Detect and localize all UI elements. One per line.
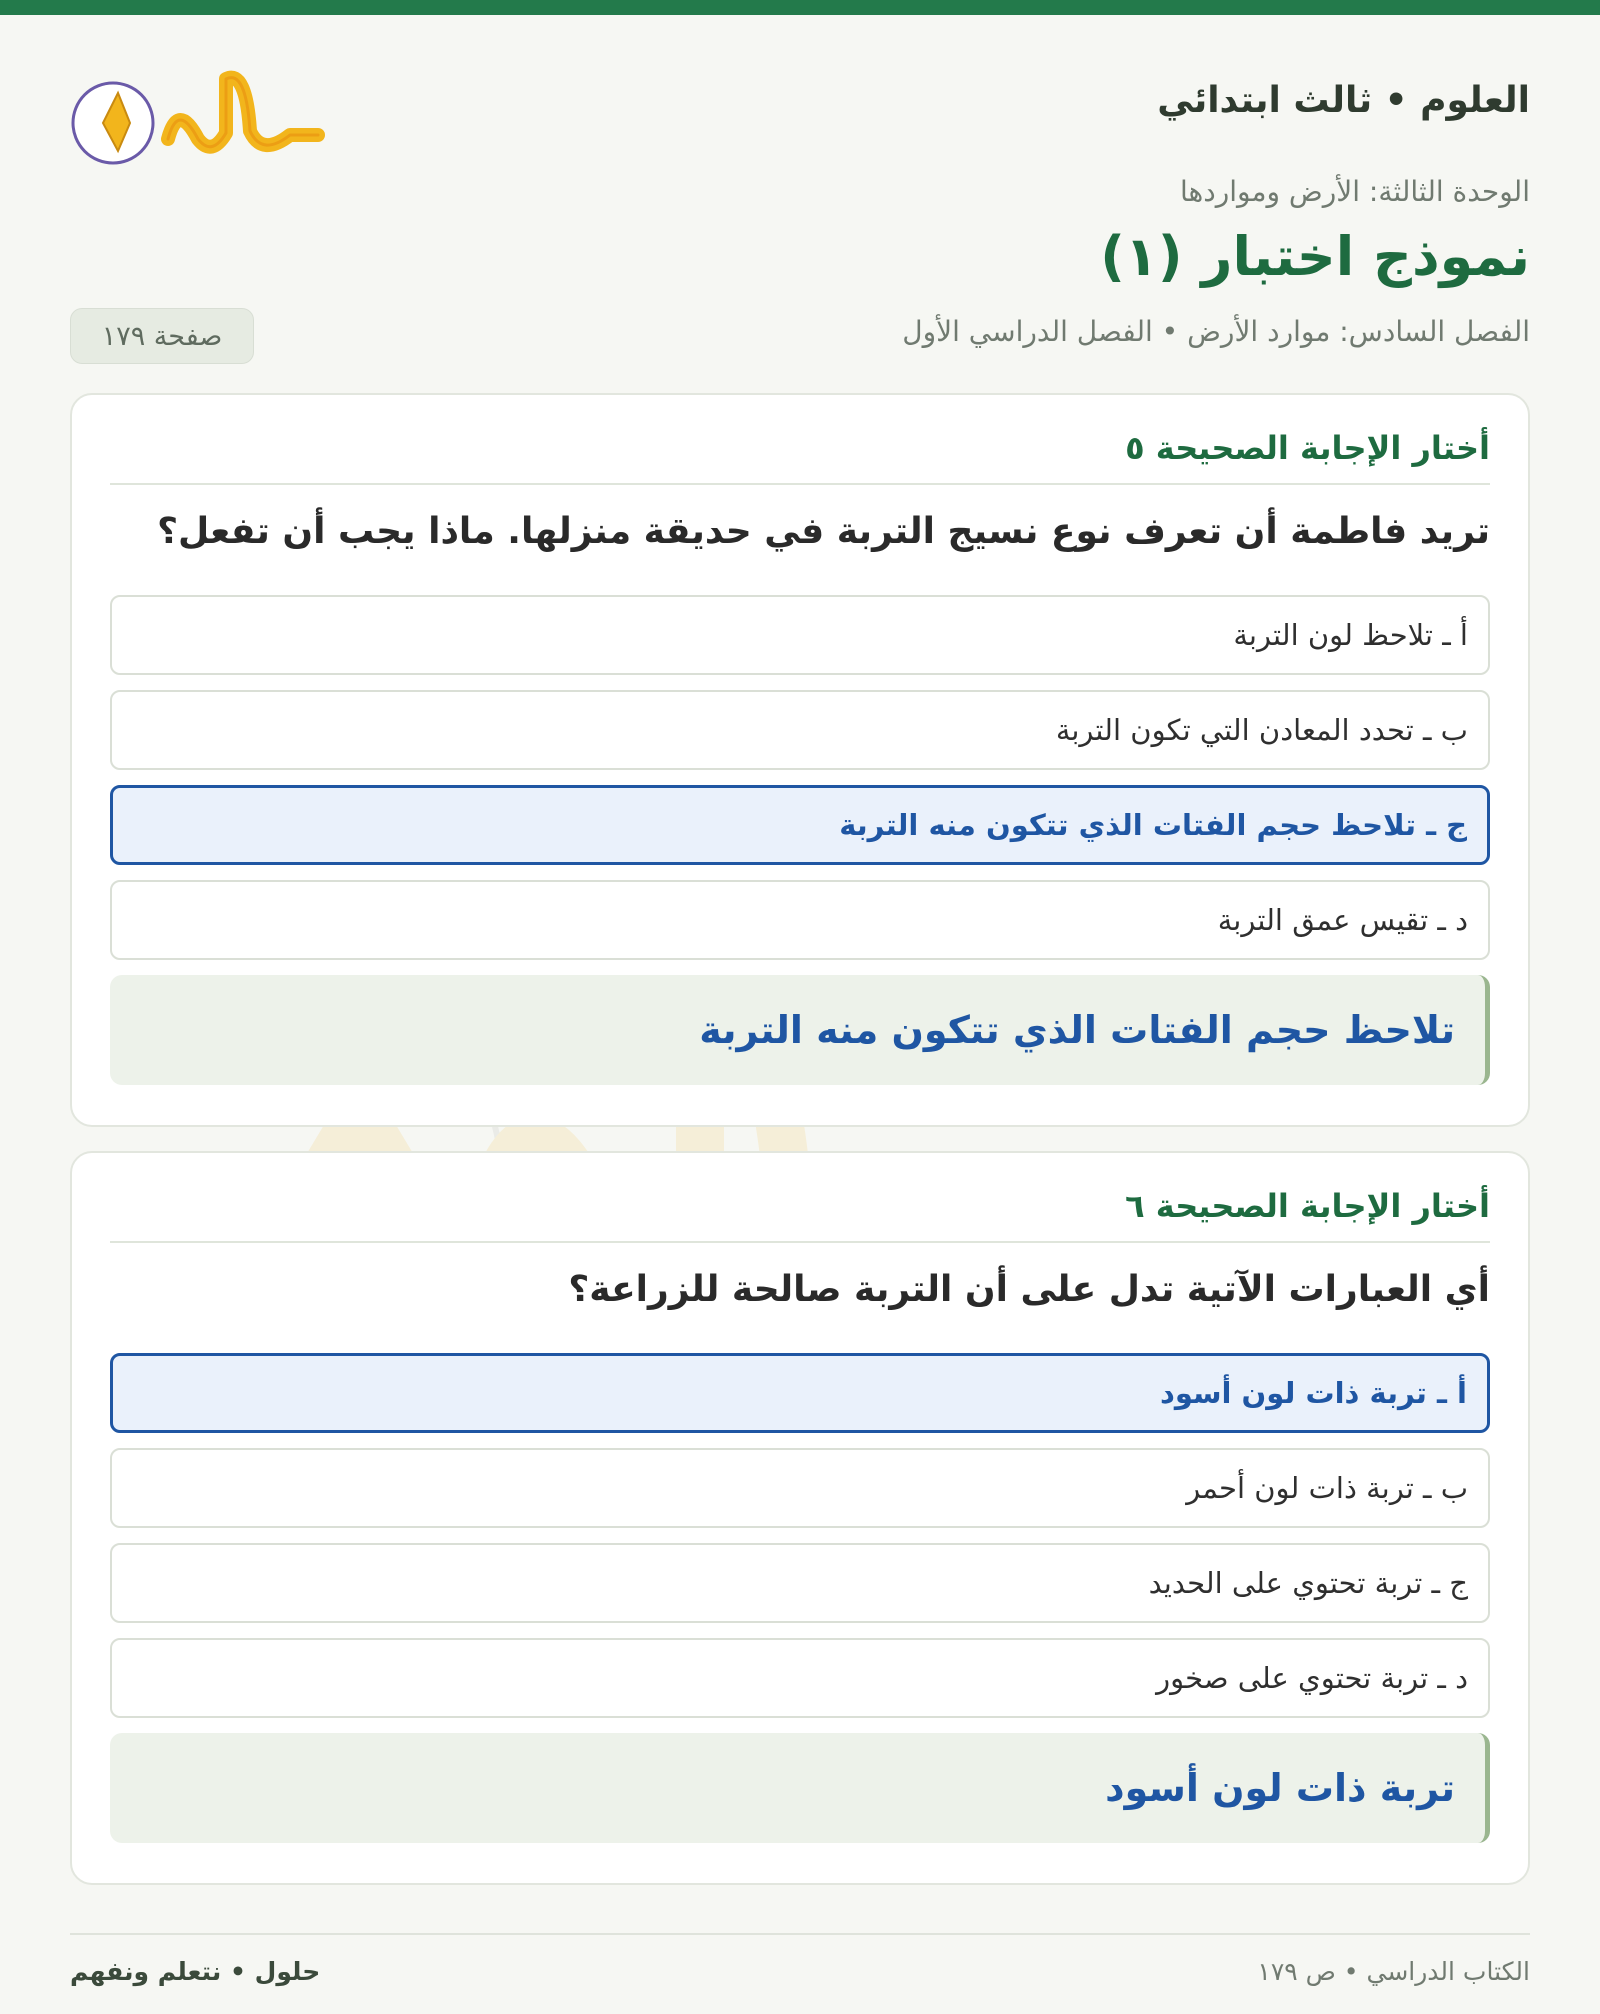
answer-box: تربة ذات لون أسود (110, 1733, 1490, 1843)
option-b[interactable]: ب ـ تحدد المعادن التي تكون التربة (110, 690, 1490, 770)
question-heading: أختار الإجابة الصحيحة ٥ (110, 395, 1490, 485)
page-footer (70, 1933, 1530, 1986)
answer-box: تلاحظ حجم الفتات الذي تتكون منه التربة (110, 975, 1490, 1085)
question-heading: أختار الإجابة الصحيحة ٦ (110, 1153, 1490, 1243)
question-card-5 (70, 393, 1530, 1127)
option-b[interactable]: ب ـ تربة ذات لون أحمر (110, 1448, 1490, 1528)
footer-book-reference: الكتاب الدراسي • ص ١٧٩ (1257, 1957, 1530, 1986)
page (70, 15, 1530, 2014)
unit-label: الوحدة الثالثة: الأرض ومواردها (1179, 175, 1530, 208)
page-title: نموذج اختبار (١) (1100, 225, 1530, 288)
option-a-selected[interactable]: أ ـ تربة ذات لون أسود (110, 1353, 1490, 1433)
option-d[interactable]: د ـ تقيس عمق التربة (110, 880, 1490, 960)
option-c-selected[interactable]: ج ـ تلاحظ حجم الفتات الذي تتكون منه التربة (110, 785, 1490, 865)
option-a[interactable]: أ ـ تلاحظ لون التربة (110, 595, 1490, 675)
options-list (110, 1353, 1490, 1718)
option-d[interactable]: د ـ تربة تحتوي على صخور (110, 1638, 1490, 1718)
options-list (110, 595, 1490, 960)
question-text: تريد فاطمة أن تعرف نوع نسيج التربة في حديقة منزلها. ماذا يجب أن تفعل؟ (157, 511, 1490, 552)
question-card-6 (70, 1151, 1530, 1885)
page-number-badge: صفحة ١٧٩ (70, 308, 254, 364)
footer-brand[interactable]: حلول • نتعلم ونفهم (70, 1957, 321, 1986)
question-text: أي العبارات الآتية تدل على أن التربة صالحة للزراعة؟ (568, 1269, 1490, 1310)
chapter-label: الفصل السادس: موارد الأرض • الفصل الدراسي الأول (902, 315, 1530, 348)
hulul-logo[interactable] (70, 61, 330, 171)
page-header (70, 15, 1530, 395)
subject-title: العلوم • ثالث ابتدائي (1157, 80, 1530, 121)
option-c[interactable]: ج ـ تربة تحتوي على الحديد (110, 1543, 1490, 1623)
top-accent-bar (0, 0, 1600, 15)
